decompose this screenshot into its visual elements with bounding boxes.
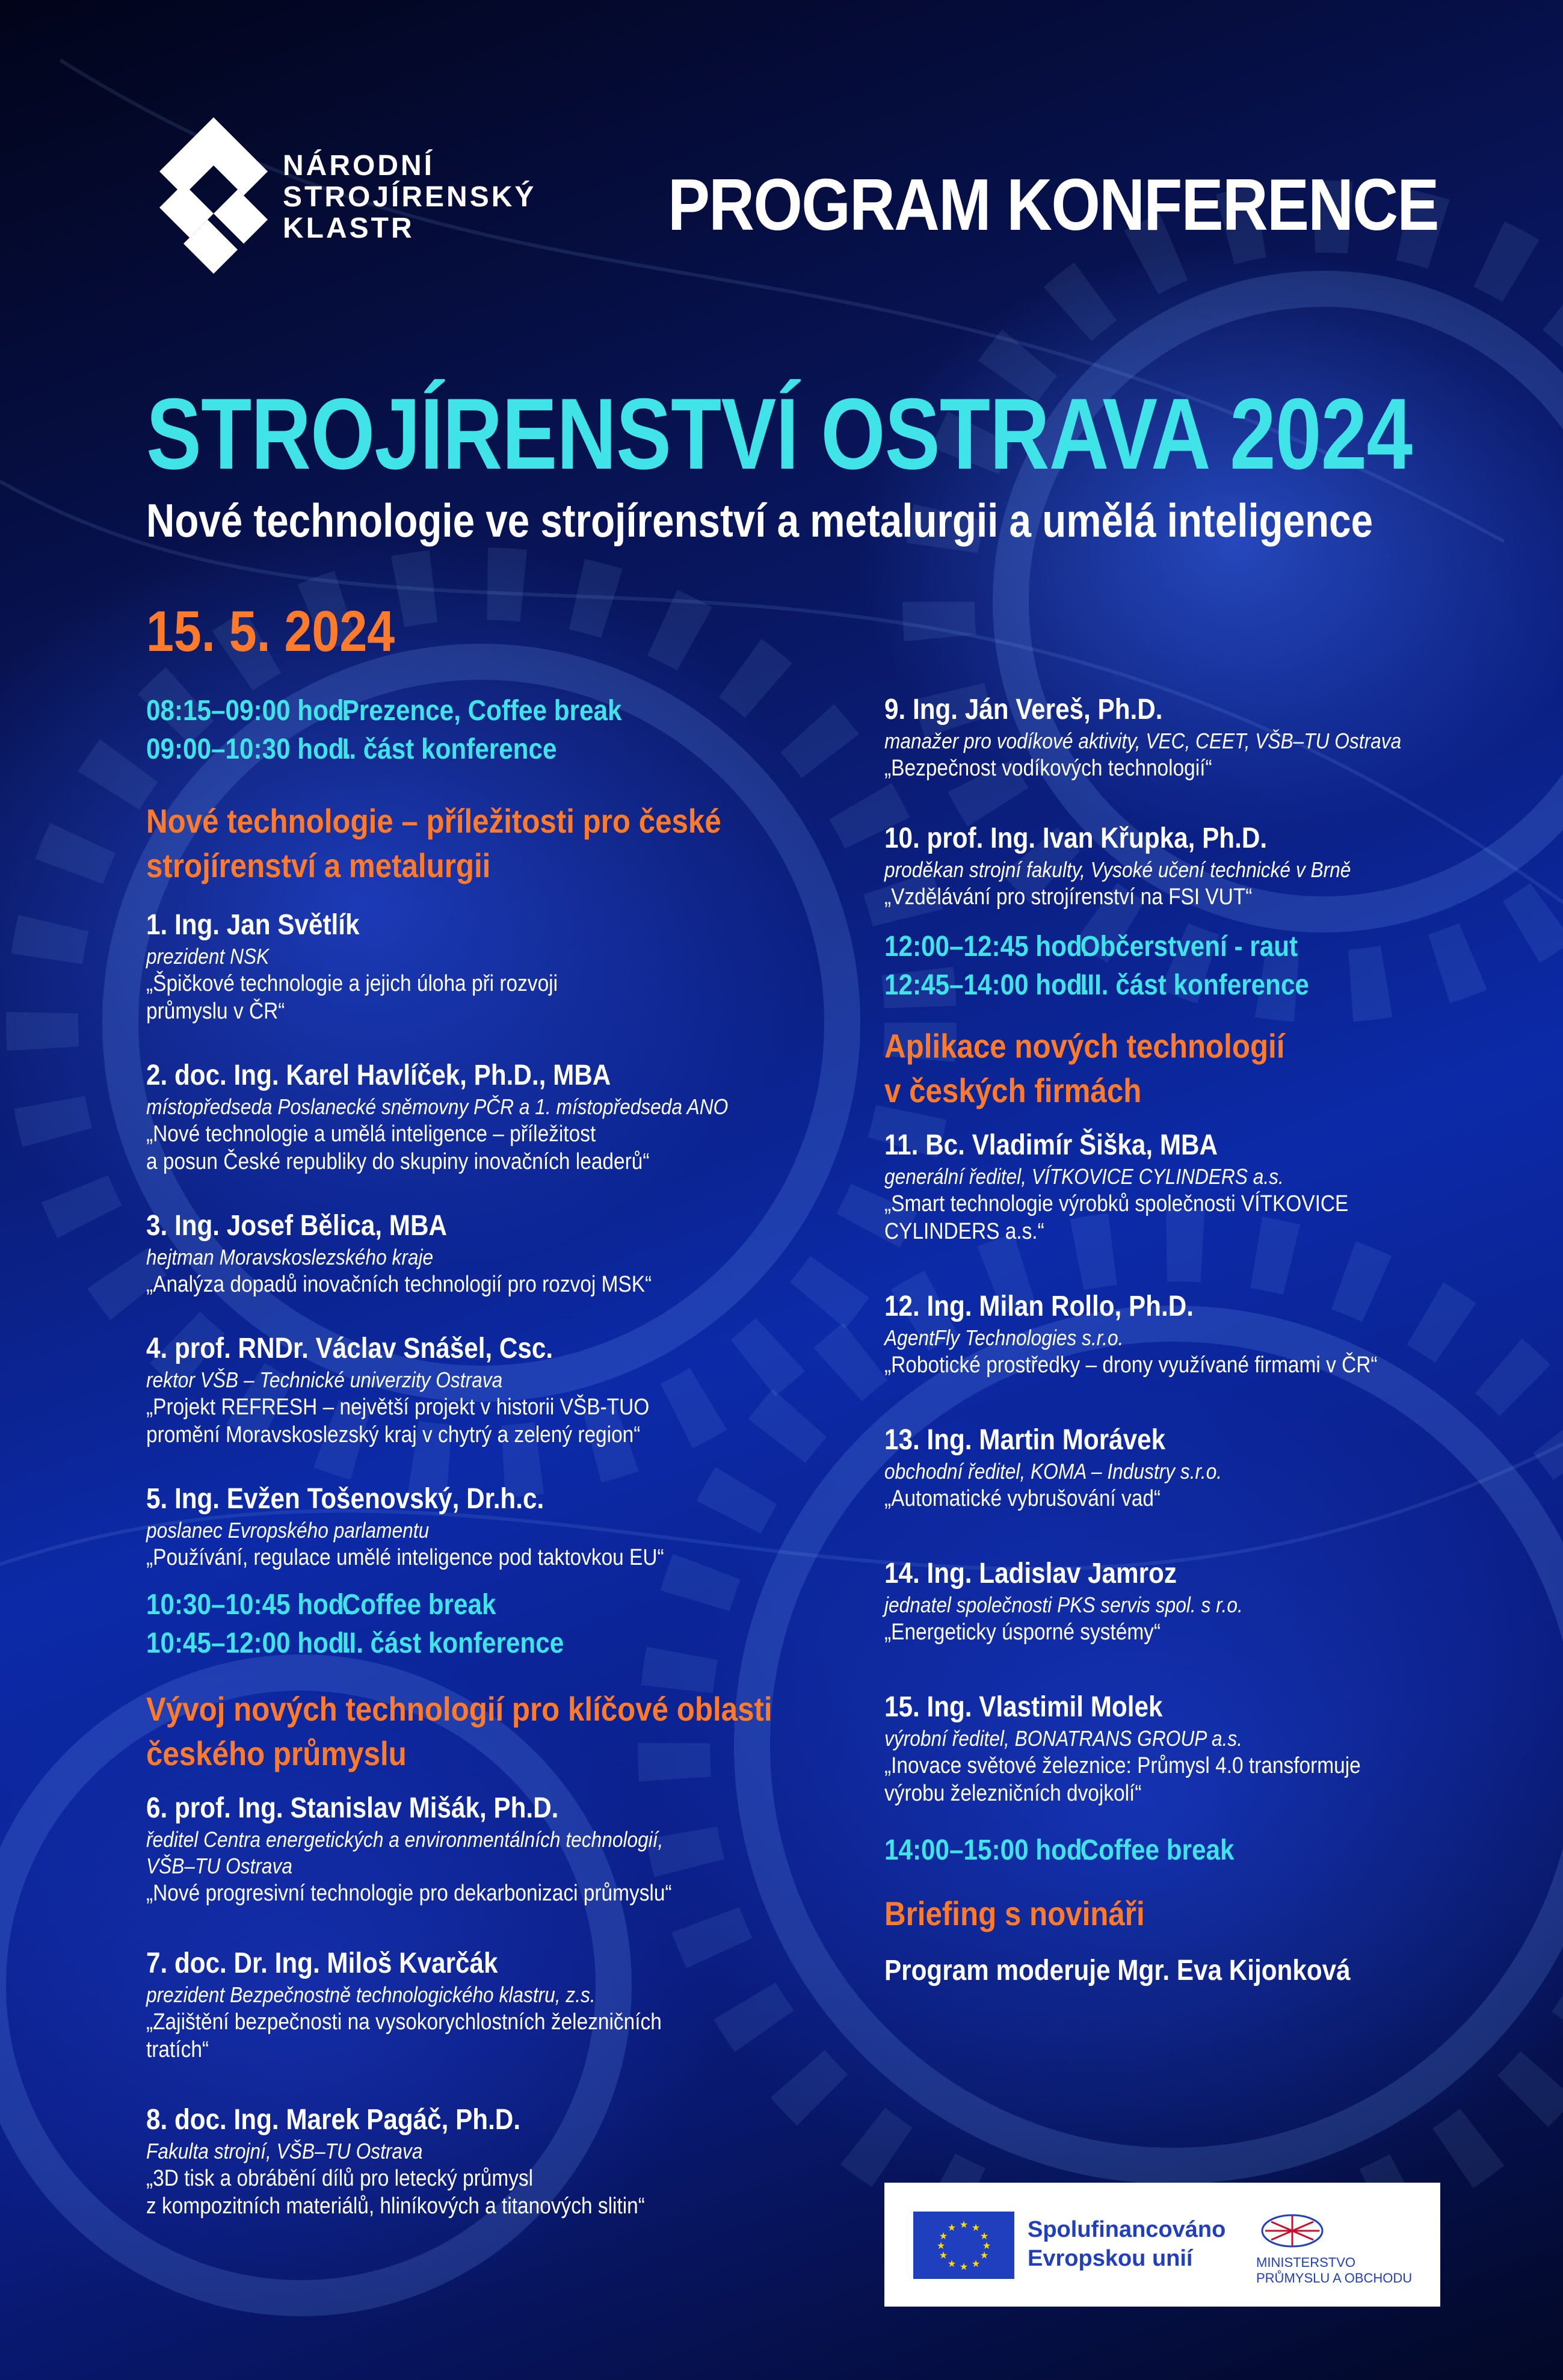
talk-item: 15. Ing. Vlastimil Molek výrobní ředitel, BONATRANS GROUP a.s. „Inovace světové železnice: Průmysl 4.0 transformuje výrobu železničních dvojkolí“: [884, 1691, 1361, 1806]
svg-text:★: ★: [939, 2230, 948, 2242]
svg-text:★: ★: [947, 2222, 957, 2233]
talk-item: 2. doc. Ing. Karel Havlíček, Ph.D., MBA místopředseda Poslanecké sněmovny PČR a 1. místopředseda ANO „Nové technologie a umělá inteligence – příležitost a posun České republiky do skupiny inovačních leaderů“: [146, 1059, 729, 1174]
schedule-time-row: 12:00–12:45 hod.Občerstvení - raut: [884, 931, 1298, 963]
section-title: Nové technologie – příležitosti pro české strojírenství a metalurgii: [146, 802, 721, 884]
talk-item: 8. doc. Ing. Marek Pagáč, Ph.D. Fakulta strojní, VŠB–TU Ostrava „3D tisk a obrábění dílů pro letecký průmysl z kompozitních materiálů, hliníkových a titanových slitin“: [146, 2104, 645, 2219]
schedule-time-row: 14:00–15:00 hod.Coffee break: [884, 1834, 1235, 1866]
svg-text:★: ★: [979, 2230, 989, 2242]
section-title: Briefing s novináři: [884, 1894, 1145, 1932]
talk-item: 12. Ing. Milan Rollo, Ph.D. AgentFly Technologies s.r.o. „Robotické prostředky – drony využívané firmami v ČR“: [884, 1290, 1378, 1378]
talk-item: 11. Bc. Vladimír Šiška, MBA generální ředitel, VÍTKOVICE CYLINDERS a.s. „Smart technologie výrobků společnosti VÍTKOVICE CYLINDERS a.s.“: [884, 1129, 1349, 1244]
talk-item: 3. Ing. Josef Bělica, MBA hejtman Moravskoslezského kraje „Analýza dopadů inovačních technologií pro rozvoj MSK“: [146, 1210, 652, 1297]
schedule-time-row: 08:15–09:00 hod.Prezence, Coffee break: [146, 695, 622, 727]
talk-item: 13. Ing. Martin Morávek obchodní ředitel, KOMA – Industry s.r.o. „Automatické vybrušování vad“: [884, 1424, 1222, 1511]
svg-text:★: ★: [959, 2219, 969, 2230]
subtitle: Nové technologie ve strojírenství a metalurgii a umělá inteligence: [146, 494, 1373, 547]
schedule-time-row: 10:30–10:45 hod.Coffee break: [146, 1589, 496, 1621]
talk-item: 14. Ing. Ladislav Jamroz jednatel společnosti PKS servis spol. s r.o. „Energeticky úsporné systémy“: [884, 1558, 1243, 1645]
right-column: [884, 692, 1486, 1989]
logo-line-3: KLASTR: [283, 212, 415, 244]
mpo-globe-icon: [1256, 2207, 1328, 2249]
nsk-logo: [147, 111, 537, 292]
svg-text:★: ★: [947, 2258, 957, 2269]
section-title: Aplikace nových technologií v českých firmách: [884, 1027, 1285, 1109]
left-column: [146, 692, 868, 2252]
sponsor-logo-box: [884, 2183, 1440, 2307]
talk-item: 5. Ing. Evžen Tošenovský, Dr.h.c. poslanec Evropského parlamentu „Používání, regulace umělé inteligence pod taktovkou EU“: [146, 1483, 664, 1570]
svg-text:★: ★: [979, 2249, 989, 2261]
svg-text:★: ★: [971, 2258, 981, 2269]
moderator-text: Program moderuje Mgr. Eva Kijonková: [884, 1955, 1351, 1987]
conference-date: 15. 5. 2024: [146, 599, 395, 664]
section-title: Vývoj nových technologií pro klíčové oblasti českého průmyslu: [146, 1690, 772, 1772]
schedule-time-row: 12:45–14:00 hod.III. část konference: [884, 969, 1309, 1001]
logo-line-2: STROJÍRENSKÝ: [283, 181, 537, 213]
talk-item: 1. Ing. Jan Světlík prezident NSK „Špičkové technologie a jejich úloha při rozvoji průmyslu v ČR“: [146, 909, 558, 1024]
svg-text:★: ★: [959, 2261, 969, 2272]
eu-flag-icon: [913, 2212, 1014, 2279]
mpo-text: MINISTERSTVO PRŮMYSLU A OBCHODU: [1256, 2255, 1413, 2286]
svg-text:★: ★: [982, 2240, 991, 2251]
svg-text:★: ★: [971, 2222, 981, 2233]
talk-item: 10. prof. Ing. Ivan Křupka, Ph.D. proděkan strojní fakulty, Vysoké učení technické v Brně „Vzdělávání pro strojírenství na FSI VUT“: [884, 822, 1351, 910]
talk-item: 7. doc. Dr. Ing. Miloš Kvarčák prezident Bezpečnostně technologického klastru, z.s. „Zajištění bezpečnosti na vysokorychlostních železničních tratích“: [146, 1947, 662, 2062]
svg-text:★: ★: [939, 2249, 948, 2261]
logo-line-1: NÁRODNÍ: [283, 150, 434, 182]
talk-item: 6. prof. Ing. Stanislav Mišák, Ph.D. ředitel Centra energetických a environmentálních technologií, VŠB–TU Ostrava „Nové progresivní technologie pro dekarbonizaci průmyslu“: [146, 1792, 672, 1906]
program-title: PROGRAM KONFERENCE: [668, 164, 1438, 245]
svg-text:★: ★: [936, 2240, 946, 2251]
talk-item: 9. Ing. Ján Vereš, Ph.D. manažer pro vodíkové aktivity, VEC, CEET, VŠB–TU Ostrava „Bezpečnost vodíkových technologií“: [884, 694, 1402, 781]
main-title: STROJÍRENSTVÍ OSTRAVA 2024: [146, 377, 1413, 490]
eu-cofinance-text: Spolufinancováno Evropskou unií: [1028, 2217, 1226, 2271]
nsk-logo-mark: [147, 111, 280, 292]
schedule-time-row: 10:45–12:00 hod.II. část konference: [146, 1627, 564, 1659]
schedule-time-row: 09:00–10:30 hod.I. část konference: [146, 733, 557, 765]
talk-item: 4. prof. RNDr. Václav Snášel, Csc. rektor VŠB – Technické univerzity Ostrava „Projekt REFRESH – největší projekt v historii VŠB-TUO promění Moravskoslezský kraj v chytrý a zelený region“: [146, 1333, 650, 1447]
